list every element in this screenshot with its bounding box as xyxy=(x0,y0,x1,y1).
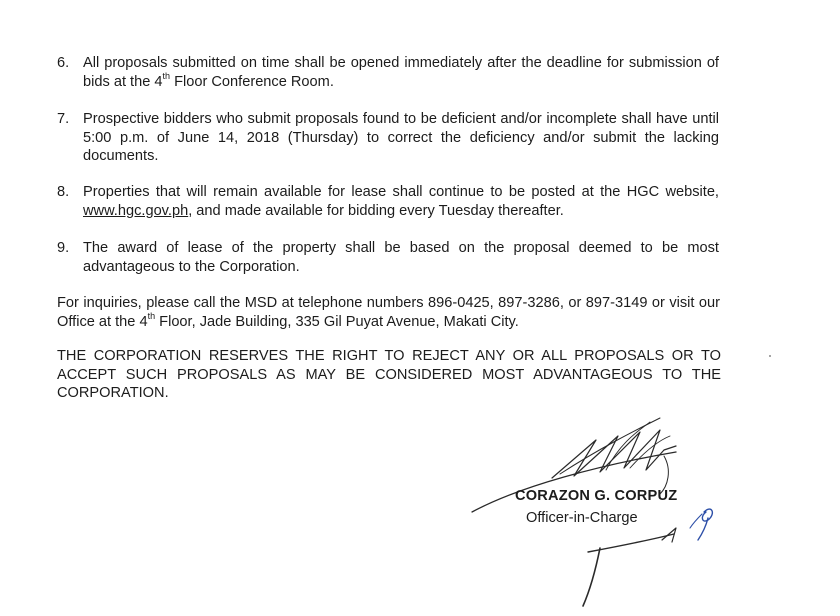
item-text: Properties that will remain available for lease shall continue to be posted at the HGC website, www.hgc.gov.ph, and made available for bidding every Tuesday thereafter. xyxy=(83,184,719,219)
signatory-title: Officer-in-Charge xyxy=(526,510,638,526)
signatory-name: CORAZON G. CORPUZ xyxy=(515,488,678,504)
item-text: Prospective bidders who submit proposals found to be deficient and/or incomplete shall have until 5:00 p.m. of June 14, 2018 (Thursday) to correct the deficiency and/or submit the lacking documents. xyxy=(83,111,719,164)
item-number: 7. xyxy=(57,111,70,127)
item-text: The award of lease of the property shall be based on the proposal deemed to be most advantageous to the Corporation. xyxy=(83,240,719,275)
website-link[interactable]: www.hgc.gov.ph xyxy=(83,202,189,219)
item-number: 6. xyxy=(57,55,70,71)
item-number: 9. xyxy=(57,240,70,256)
inquiries-paragraph: For inquiries, please call the MSD at telephone numbers 896-0425, 897-3286, or 897-3149 or visit our Office at the 4th Floor, Jade Building, 335 Gil Puyat Avenue, Makati City. xyxy=(57,295,720,330)
reservation-paragraph: THE CORPORATION RESERVES THE RIGHT TO REJECT ANY OR ALL PROPOSALS OR TO ACCEPT SUCH PROPOSALS AS MAY BE CONSIDERED MOST ADVANTAGEOUS TO THE CORPORATION. xyxy=(57,348,721,401)
item-text: All proposals submitted on time shall be opened immediately after the deadline for submission of bids at the 4th Floor Conference Room. xyxy=(83,55,719,90)
item-number: 8. xyxy=(57,184,70,200)
